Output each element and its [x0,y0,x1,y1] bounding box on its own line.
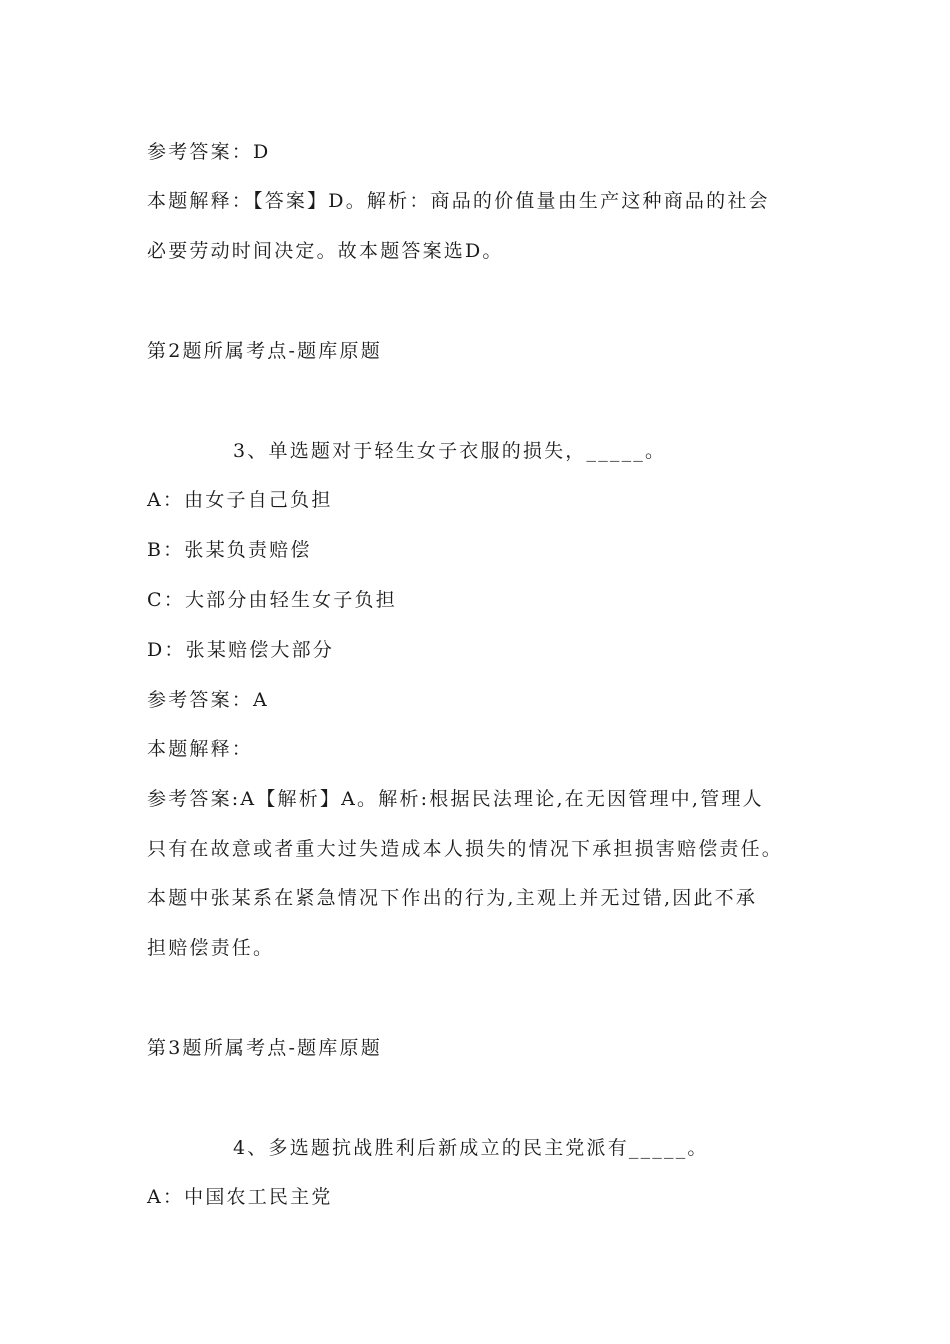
q3-stem: 3、单选题对于轻生女子衣服的损失，_____。 [233,440,667,462]
q3-option-d: D：张某赔偿大部分 [147,639,335,661]
q3-explanation-label: 本题解释： [147,738,254,760]
q4-option-a: A：中国农工民主党 [147,1186,333,1208]
q3-topic: 第3题所属考点-题库原题 [147,1037,382,1059]
q3-explanation-line-2: 只有在故意或者重大过失造成本人损失的情况下承担损害赔偿责任。 [147,838,784,860]
q4-stem: 4、多选题抗战胜利后新成立的民主党派有_____。 [233,1137,709,1159]
q3-option-b: B：张某负责赔偿 [147,539,312,561]
q2-explanation-line-1: 本题解释：【答案】D。解析：商品的价值量由生产这种商品的社会 [147,190,770,212]
q3-explanation-line-4: 担赔偿责任。 [147,937,275,959]
q3-explanation-line-1: 参考答案:A【解析】A。解析:根据民法理论,在无因管理中,管理人 [147,788,764,810]
q3-option-a: A：由女子自己负担 [147,489,333,511]
q2-topic: 第2题所属考点-题库原题 [147,340,382,362]
q2-explanation-line-2: 必要劳动时间决定。故本题答案选D。 [147,240,504,262]
q3-option-c: C：大部分由轻生女子负担 [147,589,397,611]
q3-explanation-line-3: 本题中张某系在紧急情况下作出的行为,主观上并无过错,因此不承 [147,887,758,909]
q3-answer: 参考答案：A [147,689,269,711]
q2-answer: 参考答案：D [147,141,271,163]
